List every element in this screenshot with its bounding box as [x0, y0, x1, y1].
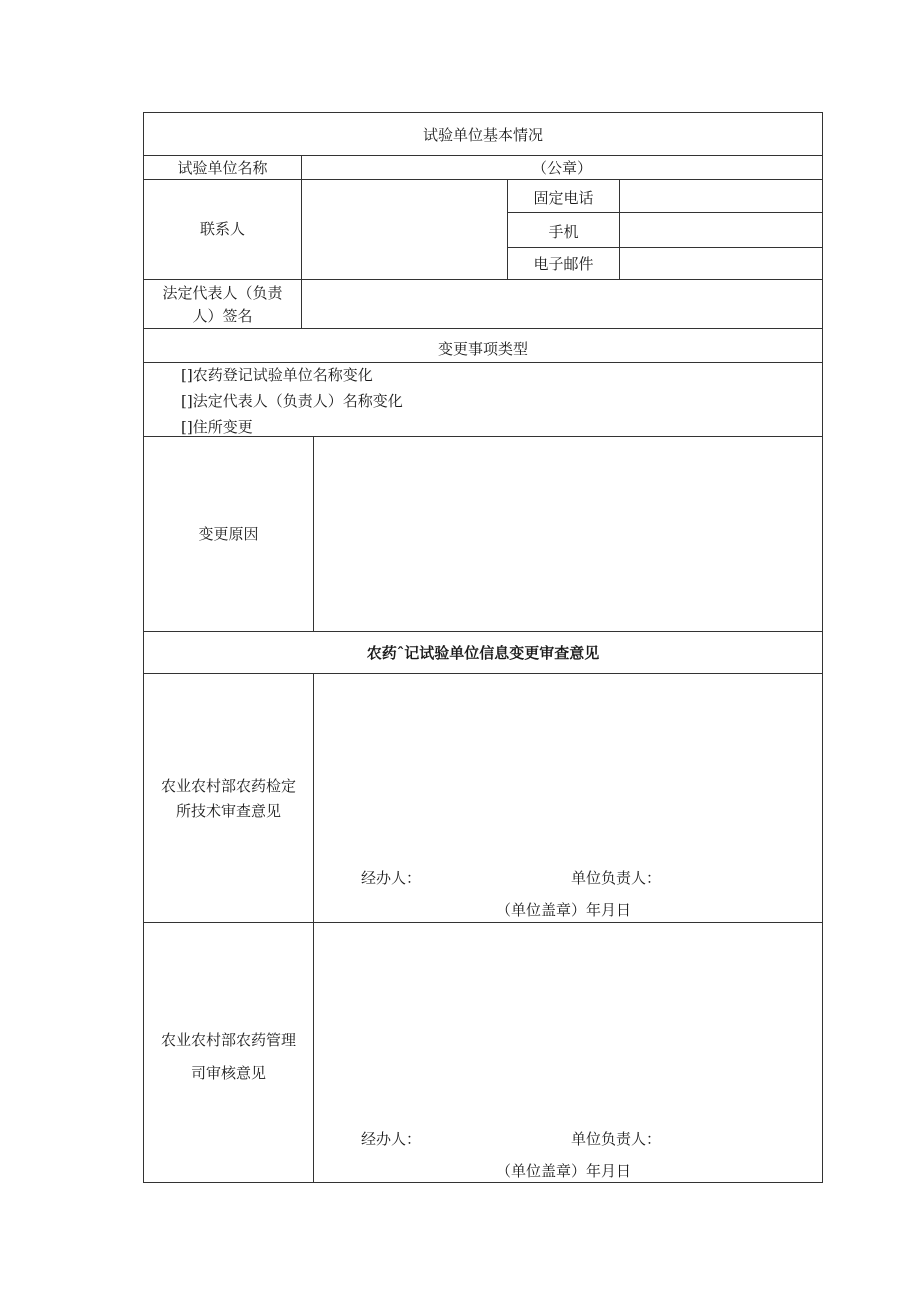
review-title: 农药ˆ记试验单位信息变更审查意见: [366, 644, 600, 662]
management-head-label: 单位负责人：: [571, 1130, 662, 1148]
mobile-field[interactable]: [620, 213, 822, 247]
landline-field[interactable]: [620, 180, 822, 212]
technical-review-label-line2: 所技术审查意见: [175, 802, 281, 820]
technical-handler-label: 经办人：: [361, 869, 422, 887]
mobile-label: 手机: [548, 223, 579, 241]
contact-field[interactable]: [302, 180, 507, 279]
divider: [144, 155, 822, 156]
change-option-legal-rep[interactable]: []法定代表人（负责人）名称变化: [181, 392, 403, 410]
change-option-name[interactable]: []农药登记试验单位名称变化: [181, 366, 373, 384]
change-reason-field[interactable]: [314, 437, 822, 631]
change-reason-label: 变更原因: [198, 525, 259, 543]
email-field[interactable]: [620, 248, 822, 279]
seal-note: （公章）: [531, 159, 592, 177]
management-review-opinion-field[interactable]: [314, 923, 822, 1118]
change-option-address[interactable]: []住所变更: [181, 418, 253, 436]
management-review-label-line1: 农业农村部农药管理: [160, 1031, 296, 1049]
landline-label: 固定电话: [533, 189, 594, 207]
change-application-form: [143, 112, 823, 1183]
technical-seal-date: （单位盖章）年月日: [496, 901, 632, 919]
technical-review-opinion-field[interactable]: [314, 674, 822, 854]
unit-name-label: 试验单位名称: [177, 159, 268, 177]
divider: [144, 631, 822, 632]
legal-rep-signature-field[interactable]: [302, 280, 822, 328]
legal-rep-label-line1: 法定代表人（负责: [162, 284, 283, 302]
legal-rep-label-line2: 人）签名: [192, 307, 253, 325]
management-review-label-line2: 司审核意见: [190, 1064, 266, 1082]
management-handler-label: 经办人：: [361, 1130, 422, 1148]
divider: [144, 328, 822, 329]
contact-label: 联系人: [199, 220, 245, 238]
technical-head-label: 单位负责人：: [571, 869, 662, 887]
email-label: 电子邮件: [533, 255, 594, 273]
management-seal-date: （单位盖章）年月日: [496, 1162, 632, 1180]
divider: [144, 362, 822, 363]
basic-info-title: 试验单位基本情况: [422, 126, 543, 144]
change-type-title: 变更事项类型: [437, 340, 528, 358]
technical-review-label-line1: 农业农村部农药检定: [160, 777, 296, 795]
